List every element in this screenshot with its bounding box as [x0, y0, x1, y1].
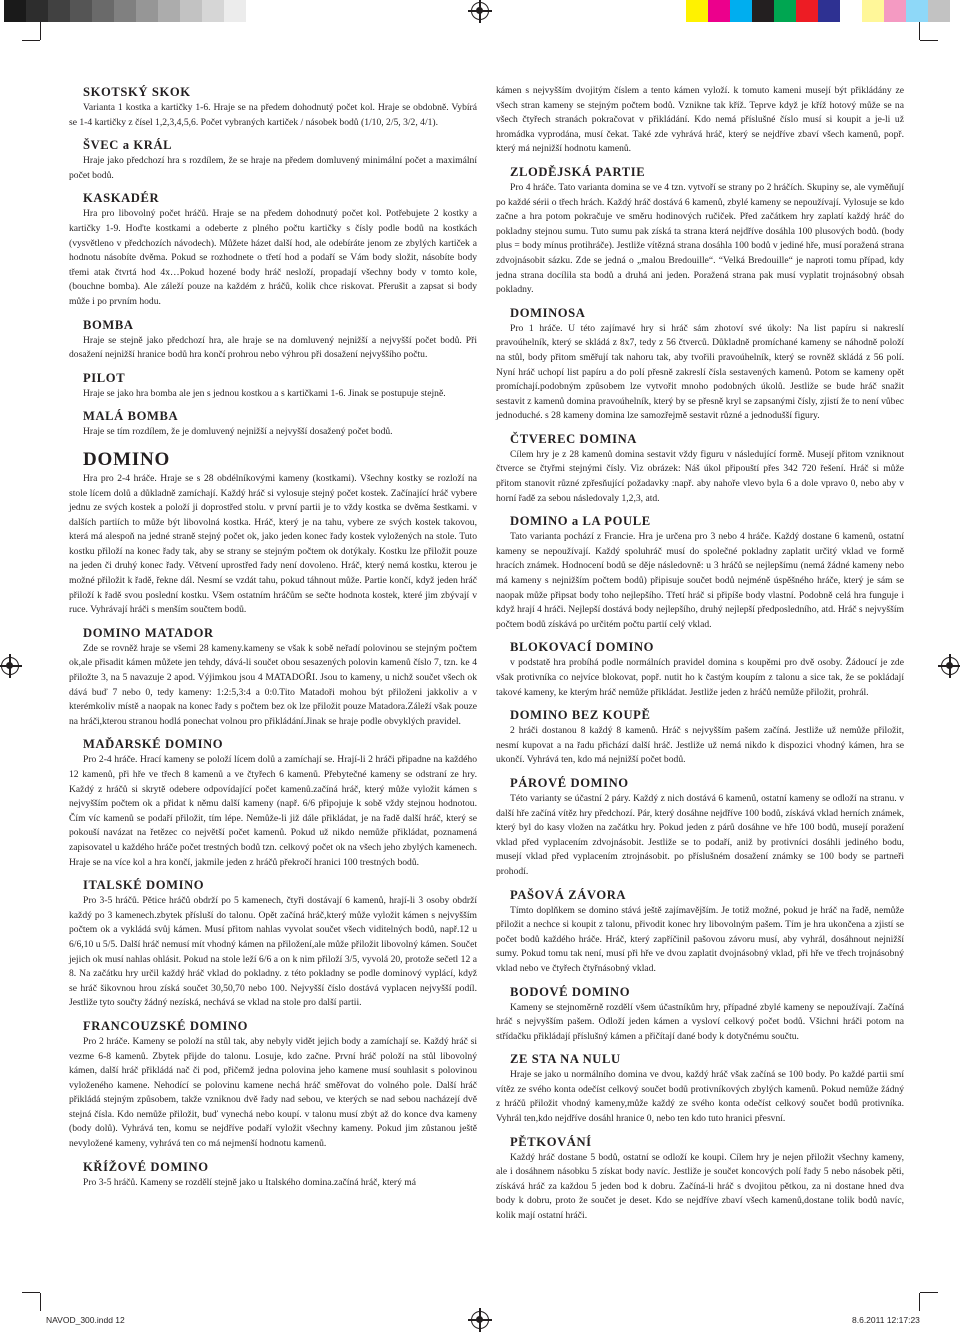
- section-heading: SKOTSKÝ SKOK: [83, 85, 191, 99]
- crop-mark: [40, 1293, 41, 1311]
- rules-section: [496, 513, 904, 632]
- section-body: Hra pro 2-4 hráče. Hraje se s 28 obdélníkovými kameny (kostkami). Všechny kostky se rozloží na stole lícem dolů a důkladně zamíchají. Každý hráč si vylosuje stejný počet kostek. Začínající hráč vybere jednu ze svých kostek a položí ji doprostřed stolu. v první partii je to vždy kostka se dvěma šestkami. v dalších partiích to může být libovolná kostka. Hráč, který je na tahu, vybere ze svých kostek takovou, která má alespoň na jedné straně stejný počet ok, jako jeden konec řady kostek vyložených na stole. Tuto kostku přiloží na konec řady tak, aby se strany se stejným počtem ok dotýkaly. Kostku lze přiložit pouze na jeden či druhý konec řady. Větvení uprostřed řady není dovoleno. Hráč, který nemá kostku, kterou je možné přiložit k řadě, řekne dál. Nesmí se vzdát tahu, pokud táhnout může. Partie končí, když jeden hráč přiloží k řadě svou poslední kostku. Všem ostatním hráčům se sečte hodnota kostek, které jim zbývají v ruce. Vyhrávají hráči s menším součtem bodů.: [69, 472, 477, 616]
- rules-section: [496, 639, 904, 700]
- section-heading: MAĎARSKÉ DOMINO: [83, 737, 224, 752]
- rules-section: [496, 431, 904, 506]
- rules-section: [69, 137, 477, 183]
- cmyk-swatch: [686, 0, 708, 22]
- section-heading: PĚTKOVÁNÍ: [510, 1134, 592, 1149]
- right-text-column: [496, 84, 904, 1224]
- section-body: v podstatě hra probíhá podle normálních pravidel domina s koupěmi pro dvě osoby. Žádoucí je zde však protivníka co nejvíce blokovat, popř. nutit ho k častým koupím z talonu a sice tak, že se pokládají takové kameny, ke kterým hráč nemůže přikládat. Jestliže jeden z hráčů nemůže přiložit, prohrál.: [496, 657, 904, 698]
- rules-section: [69, 736, 477, 870]
- cmyk-swatch: [708, 0, 730, 22]
- grayscale-swatch: [4, 0, 26, 22]
- registration-mark-right: [941, 657, 959, 675]
- section-body: Hraje jako předchozí hra s rozdílem, že se hraje na předem domluvený minimální počet a maximální počet bodů.: [69, 155, 477, 181]
- cmyk-swatch: [752, 0, 774, 22]
- section-heading: ITALSKÉ DOMINO: [83, 878, 205, 893]
- grayscale-swatch: [136, 0, 158, 22]
- section-heading: BLOKOVACÍ DOMINO: [510, 640, 655, 655]
- grayscale-swatch: [70, 0, 92, 22]
- section-body: Pro 2-4 hráče. Hrací kameny se položí lícem dolů a zamíchají se. Hrají-li 2 hráči připadne na každého 12 kamenů, při hře ve třech 8 kamenů a ve čtyřech 6 kamenů. Přebytečné kameny se odstraní ze hry. Každý z hráčů si skrytě odebere odpovídající počet kamenů.začíná hráč, který může vyložit kámen s nejvyšším počtem ok a přidat k němu další kameny (např. 6/6 připojuje k sobě vždy stejnou hodnotou. Čím víc kamenů se podaří přiložit, tím lépe. Nemůže-li již dále přikládat, je na řadě další hráč, který se pokouší navázat na řetězec co největší počet kamenů. Pokud už nikdo nemůže přikládat, poznamená zapisovatel u každého hráče počet trestných bodů tzn. celkový počet ok na všech jeho zbylých kamenech. Hraje se na více kol a hra končí, jakmile jeden z hráčů překročí hranici 100 trestných bodů.: [69, 754, 477, 868]
- section-heading: ČTVEREC DOMINA: [510, 431, 637, 446]
- rules-section: [496, 1051, 904, 1126]
- rules-section: [69, 190, 477, 309]
- rules-section: [69, 625, 477, 730]
- rules-section: [69, 877, 477, 1011]
- rules-section: [69, 408, 477, 440]
- section-heading: DOMINOSA: [510, 305, 586, 320]
- section-heading: PÁROVÉ DOMINO: [510, 775, 629, 790]
- crop-mark: [22, 1292, 40, 1293]
- section-body: Hra pro libovolný počet hráčů. Hraje se na předem dohodnutý počet kol. Potřebujete 2 kostky a kartičky 1-9. Hoďte kostkami a odeberte z plného počtu kartičky s čísly podle bodů na kostkách (vysvětleno v předchozích návodech). Můžete házet další hod, ale odebíráte jenom ze zbylých kartiček a hodnotu násobíte dvěma. Pokud se rozhodnete o třetí hod a podaří se Vám body složit, násobíte body třemi atak čtvrtá hod 4x…Pokud hozené body hráč nesloží, propadají všechny body v tomto kole, (bouchne bomba). Ale záleží pouze na každém z hráčů, kolik chce riskovat. Přerušit a zapsat si body může i po prvním hodu.: [69, 208, 477, 307]
- registration-mark-bottom: [471, 1311, 489, 1329]
- cmyk-swatch: [884, 0, 906, 22]
- rules-section: [69, 317, 477, 363]
- grayscale-swatch: [92, 0, 114, 22]
- section-body: Každý hráč dostane 5 bodů, ostatní se odloží ke koupi. Cílem hry je nejen přiložit všechny kameny, ale i dosáhnem násobku 5 získat body navíc. Jestliže je součet koncových polí řady 5 nebo násobek pěti, získává hráč za každou 5 jeden bod k dobru. Začíná-li hráč s dvojitou pětkou, za ni dostane hned dva body k dobru, proto že součet je deset. Kdo se nejdříve zbaví všech kamenů,dostane tolik bodů navíc, kolik mají ostatní hráči.: [496, 1151, 904, 1222]
- cmyk-swatch: [818, 0, 840, 22]
- rules-section: [496, 707, 904, 768]
- grayscale-swatch: [114, 0, 136, 22]
- section-heading: ZLODĚJSKÁ PARTIE: [510, 164, 646, 179]
- rules-section: [496, 887, 904, 977]
- rules-section: [496, 984, 904, 1045]
- crop-mark: [22, 40, 40, 41]
- grayscale-swatch: [246, 0, 268, 22]
- section-body: Hraje se jako hra bomba ale jen s jednou kostkou a s kartičkami 1-6. Jinak se postupuje stejně.: [83, 387, 446, 399]
- section-heading: DOMINO BEZ KOUPĚ: [510, 708, 651, 723]
- cmyk-swatch: [730, 0, 752, 22]
- grayscale-color-bar: [4, 0, 268, 22]
- section-body: Tato varianta pochází z Francie. Hra je určena pro 3 nebo 4 hráče. Každý dostane 6 kamenů, ostatní kameny se nepoužívají. Každý spoluhráč musí do společné pokladny zaplatit určitý vklad ve formě hracích známek. Hodnocení bodů se děje následovně: u 3 hráčů se nejlepšímu (nemá žádné kameny nebo má kameny s nejnižším počtem bodů) připisuje součet bodů nejméně úspěšného hráče, který je sám se naopak může připsat body toho nejlepšího. Třetí hráč si připíše body vlastní. Podobně celá hra funguje i když hrají 4 hráči. Nejlepší dostává body nejlepšího, druhý nejlepší předposledního, atd. Hráč s nejvyšším počtem bodů získává po určitém počtu partií celý vklad.: [496, 531, 904, 630]
- registration-mark-top: [471, 2, 489, 20]
- rules-section: [69, 84, 477, 130]
- rules-section: [69, 370, 477, 402]
- section-body: Hraje se stejně jako předchozí hra, ale hraje se na domluvený nejnižší a nejvyšší počet bodů. Při dosažení nejnižší hranice bodů hra končí prohrou nebo výhrou při dosažení nejvyššího počtu.: [69, 334, 477, 361]
- section-body: Hraje se jako u normálního domina ve dvou, každý hráč však začíná se 100 body. Po každé partii smí vítěz ze svého konta odečíst celkový součet bodů protivníkových zbylých kamenů. Pokud nemůže žádný z hráčů přiložit vhodný kameny,může každý ze svého konta odečíst celkový součet bodů protivníka. Vyhrál ten,kdo nejdříve dosáhl hranice 0, nebo ten kdo tuto hranici přesvní.: [496, 1069, 904, 1125]
- section-heading: ŠVEC a KRÁL: [83, 138, 173, 153]
- rules-section: [69, 449, 477, 618]
- section-heading: BOMBA: [83, 317, 134, 332]
- left-text-column: [69, 84, 477, 1190]
- cmyk-swatch: [796, 0, 818, 22]
- grayscale-swatch: [180, 0, 202, 22]
- section-heading: DOMINO: [83, 448, 171, 470]
- rules-section: [496, 84, 904, 157]
- grayscale-swatch: [158, 0, 180, 22]
- section-heading: KŘÍŽOVÉ DOMINO: [83, 1159, 209, 1174]
- section-heading: BODOVÉ DOMINO: [510, 984, 631, 999]
- crop-mark: [919, 1293, 920, 1311]
- grayscale-swatch: [224, 0, 246, 22]
- cmyk-swatch: [906, 0, 928, 22]
- section-heading: KASKADÉR: [83, 191, 160, 206]
- crop-mark: [920, 40, 938, 41]
- section-body: Tímto doplňkem se domino stává ještě zajímavějším. Je totiž možné, pokud je hráč na řadě, nemůže přiložit a nechce si koupit z talonu, přivodit konec hry libovolným pašem. Tím je hra ukončena a zjistí se počet bodů každého hráče. Hráč, který zapříčinil pašovou závoru musí, aby vyhrál, dosáhnout nejnižší sumy. Pokud tomu tak není, musí při hře ve dvou zaplatit dvojnásobný vklad, při hře ve třech trojnásobný vklad nebo ve čtyřech čtyřnásobný vklad.: [496, 904, 904, 974]
- section-body: Cílem hry je z 28 kamenů domina sestavit vždy figuru v následující formě. Musejí přitom vzniknout čtverce se čtyřmi stejnými čísly. Viz obrázek: Náš úkol připouští přes 342 720 řešení. Hráč si může přitom stanovit různé zpřesňující požadavky :např. aby nahoře vlevo byla 6 a dole vpravo 0, nebo aby v horní řadě za sebou následovaly 1,2,3, atd.: [496, 448, 904, 504]
- file-slug: NAVOD_300.indd 12: [46, 1315, 125, 1325]
- section-body: 2 hráči dostanou 8 každý 8 kamenů. Hráč s nejvyšším pašem začíná. Jestliže už nemůže přiložit, nesmí kupovat a na řadu přichází další hráč. Jestliže už nemá nikdo k dispozici vhodný kámen, hra se ukončí. Vyhrává ten, kdo má nejnižší počet bodů.: [496, 725, 904, 766]
- rules-section: [496, 1134, 904, 1224]
- crop-mark: [919, 22, 920, 40]
- section-body: Pro 3-5 hráčů. Pětice hráčů obdrží po 5 kamenech, čtyři dostávají 6 kamenů, hrají-li 3 osoby obdrží každý po 3 kamenech.zbytek přísluší do talonu. Opět začíná hráč,který může vyložit kámen s nejvyšším počtem ok a vykládá svůj kámen. Musí přitom nahlas vyvolat součet všech viditelných bodů, např.12 u 6/6,10 u 5/5. Další hráč nemusí mít vhodný kámen na přiložení,ale může přiložit libovolný kámen. Součet jejich ok musí nahlas ohlásit. Pokud na stole leží 6/6 a on k nim přiloží 3/5, vyvolá 20, protože sečetl 12 a 8. Na začátku hry určil každý hráč vklad do pokladny. z této pokladny se podle dominový vyplácí, když se hráč šikovnou hrou získá součet 30,50,70 nebo 100. Nejvyšší číslo dostává vyplacen nejvyšší podíl. Jestliže tyto součty žádný nezíská, nechává se vklad na stole pro další partii.: [69, 895, 477, 1009]
- section-body: Této varianty se účastní 2 páry. Každý z nich dostává 6 kamenů, ostatní kameny se odloží na stranu. v další hře začíná vítěz hry předchozí. Pár, který dosáhne nejdříve 100 bodů, získává vklad herních známek, který byl do kasy vložen na začátku hry. Pokud jeden z párů dosáhne ve hře 100 bodů, musejí poražení vklad před vyplacením zdvojnásobit. Jestliže se to podaří, aniž by protivníci dosáhli jediného bodu, musejí vklad před vyplacením ztrojnásobit. po příslušném dosažení známky se 100 body se partneři prohodí.: [496, 792, 904, 877]
- section-body: Kameny se stejnoměrně rozdělí všem účastníkům hry, případné zbylé kameny se nepoužívají. Začíná hráč s nejvyšším pašem. Odloží jeden kámen a vysloví celkový počet bodů. Všichni hráči potom na střídačku přikládají příslušný kámen a přičítají dané body k dotyčnému součtu.: [496, 1001, 904, 1042]
- section-heading: PILOT: [83, 370, 126, 385]
- rules-section: [69, 1018, 477, 1152]
- section-body: Pro 3-5 hráčů. Kameny se rozdělí stejně jako u Italského domina.začíná hráč, který má: [83, 1176, 416, 1188]
- section-body: Pro 2 hráče. Kameny se položí na stůl tak, aby nebyly vidět jejich body a zamíchají se. Každý hráč si vezme 6-8 kamenů. Zbytek přijde do talonu. Losuje, kdo začne. První hráč položí na stůl libovolný kámen, další hráč přikládá nač či pod, přičemž jedna polovina jeho kamene musí souhlasit s polovinou vyloženého kamene. Nehodící se polovinu kamene nechá hráč směřovat do volného pole. Další hráč přikládá stejným způsobem, takže vzniknou dvě řady nad sebou, ve kterých se nad sebou nacházejí dvě stejná čísla. Kdo nemůže přiložit, buď vynechá nebo koupí. v talonu musí zbýt až do konce dva kameny (body dolů). Vyhrává ten, komu se nejdříve podaří vyložit všechny kameny. Pokud jim zůstanou ještě nevyložené kameny, vyhrává ten co má nejmenší hodnotu kamenů.: [69, 1035, 477, 1150]
- section-body: Zde se rovněž hraje se všemi 28 kameny.kameny se však k sobě neřadí polovinou se stejným počtem ok,ale přisadit kámen můžete jen tehdy, dává-li součet obou sesazených polovin kamenů číslo 7, tzn. ke 4 přiložte 3, na 5 navazuje 2 apod. Výjimkou jsou 4 MATADOŘI. Jsou to kameny, u nichž součet všech ok dává buď 7 nebo 0, tedy kameny: 1:2:5,3:4 a 0:0.Tito Matadoři mohou být přiloženi jakkoliv a v kterémkoliv místě a naopak na konec řady s počtem bez ok lze přiložit pouze Matadora.Záleží však pouze na hráči,kterou stranou hodlá ponechat volnou pro přikládání.Jinak se hraje podle obvyklých pravidel.: [69, 642, 477, 727]
- section-body: Varianta 1 kostka a kartičky 1-6. Hraje se na předem dohodnutý počet kol. Hraje se obdobně. Vybírá se 1-4 kartičky z čísel 1,2,3,4,5,6. Počet vybraných kartiček / násobek bodů (1/10, 2/5, 3/2, 4/1).: [69, 102, 477, 128]
- cmyk-color-bar: [686, 0, 950, 22]
- grayscale-swatch: [202, 0, 224, 22]
- section-heading: DOMINO a LA POULE: [510, 514, 651, 529]
- section-body: Pro 4 hráče. Tato varianta domina se ve 4 tzn. vytvoří se strany po 2 hráčích. Skupiny se, ale vyměňují po každé sérii o třech hrách. Každý hráč dostává 6 kamenů, zbylé kameny se nepoužívají. Vylosuje se kdo začne a hra potom pokračuje ve směru hodinových ručiček. Před začátkem hry zaplatí každý hráč do pokladny stejnou sumu. Tuto sumu pak získá ta strana která nejdříve dosáhla 100 plusových bodů. (body plus = body mínus protihráče). Jestliže vítězná strana dosáhla 100 bodů v jediné hře, musí poražená strana zdvojnásobit sázku. Zde se jedná o „malou Bredouille“. “Velká Bredouille“ je naproti tomu případ, kdy jedna strana docílila sta bodů a druhá ani jeden. Poražená strana pak musí vyplatit trojnásobný obsah pokladny.: [496, 181, 904, 296]
- print-timestamp: 8.6.2011 12:17:23: [852, 1315, 920, 1325]
- rules-section: [496, 305, 904, 424]
- cmyk-swatch: [862, 0, 884, 22]
- rules-section: [496, 775, 904, 880]
- grayscale-swatch: [26, 0, 48, 22]
- grayscale-swatch: [48, 0, 70, 22]
- cmyk-swatch: [840, 0, 862, 22]
- cmyk-swatch: [928, 0, 950, 22]
- crop-mark: [920, 1292, 938, 1293]
- section-heading: MALÁ BOMBA: [83, 409, 179, 424]
- section-body: Pro 1 hráče. U této zajímavé hry si hráč sám zhotoví své úkoly: Na list papíru si nakreslí pravoúhelník, který se skládá z 8x7, tedy z 56 čtverců. Důkladně promíchané kameny se náhodně položí na stůl, body přitom směřují tak nahoru tak, aby tvořili pravoúhelník, který se rovněž skládá z 56 polí. Nyní hráč uchopí list papíru a do polí přesně zakreslí čísla sestavených kamenů. Potom se kameny opět promíchají.podobným způsobem lze vytvořit mnoho podobných úkolů. Jestliže se bude hráč snažit sestavit z kamenů domina pravoúhelník, který by se přesně kryl se zapsanými čísly, zjistí že to není vůbec jednoduché. s 28 kameny domina lze samozřejmě sestavit různé a jednodušší figury.: [496, 322, 904, 422]
- cmyk-swatch: [774, 0, 796, 22]
- registration-mark-left: [1, 657, 19, 675]
- rules-section: [496, 164, 904, 298]
- rules-section: [69, 1159, 477, 1191]
- section-body: Hraje se tím rozdílem, že je domluvený nejnižší a nejvyšší dosažený počet bodů.: [83, 426, 393, 438]
- section-heading: ZE STA NA NULU: [510, 1052, 621, 1067]
- section-body: kámen s nejvyšším dvojitým číslem a tento kámen vyloží. k tomuto kameni musejí být přikládány ze všech stran kameny se stejným počtem bodů. Vznikne tak kříž. Teprve když je kříž hotový může se na všech čtyřech stranách pokračovat v přikládání. Kdo nemá příslušné číslo musí si koupit a je-li už hromádka vyprodána, musí čekat. Také zde vyhrává hráč, který se nejdříve zbaví všech kamenů, popř. který má nejnižší hodnotu kamenů.: [496, 85, 904, 155]
- section-heading: FRANCOUZSKÉ DOMINO: [83, 1018, 249, 1033]
- section-heading: DOMINO MATADOR: [83, 625, 214, 640]
- crop-mark: [40, 22, 41, 40]
- section-heading: PAŠOVÁ ZÁVORA: [510, 887, 627, 902]
